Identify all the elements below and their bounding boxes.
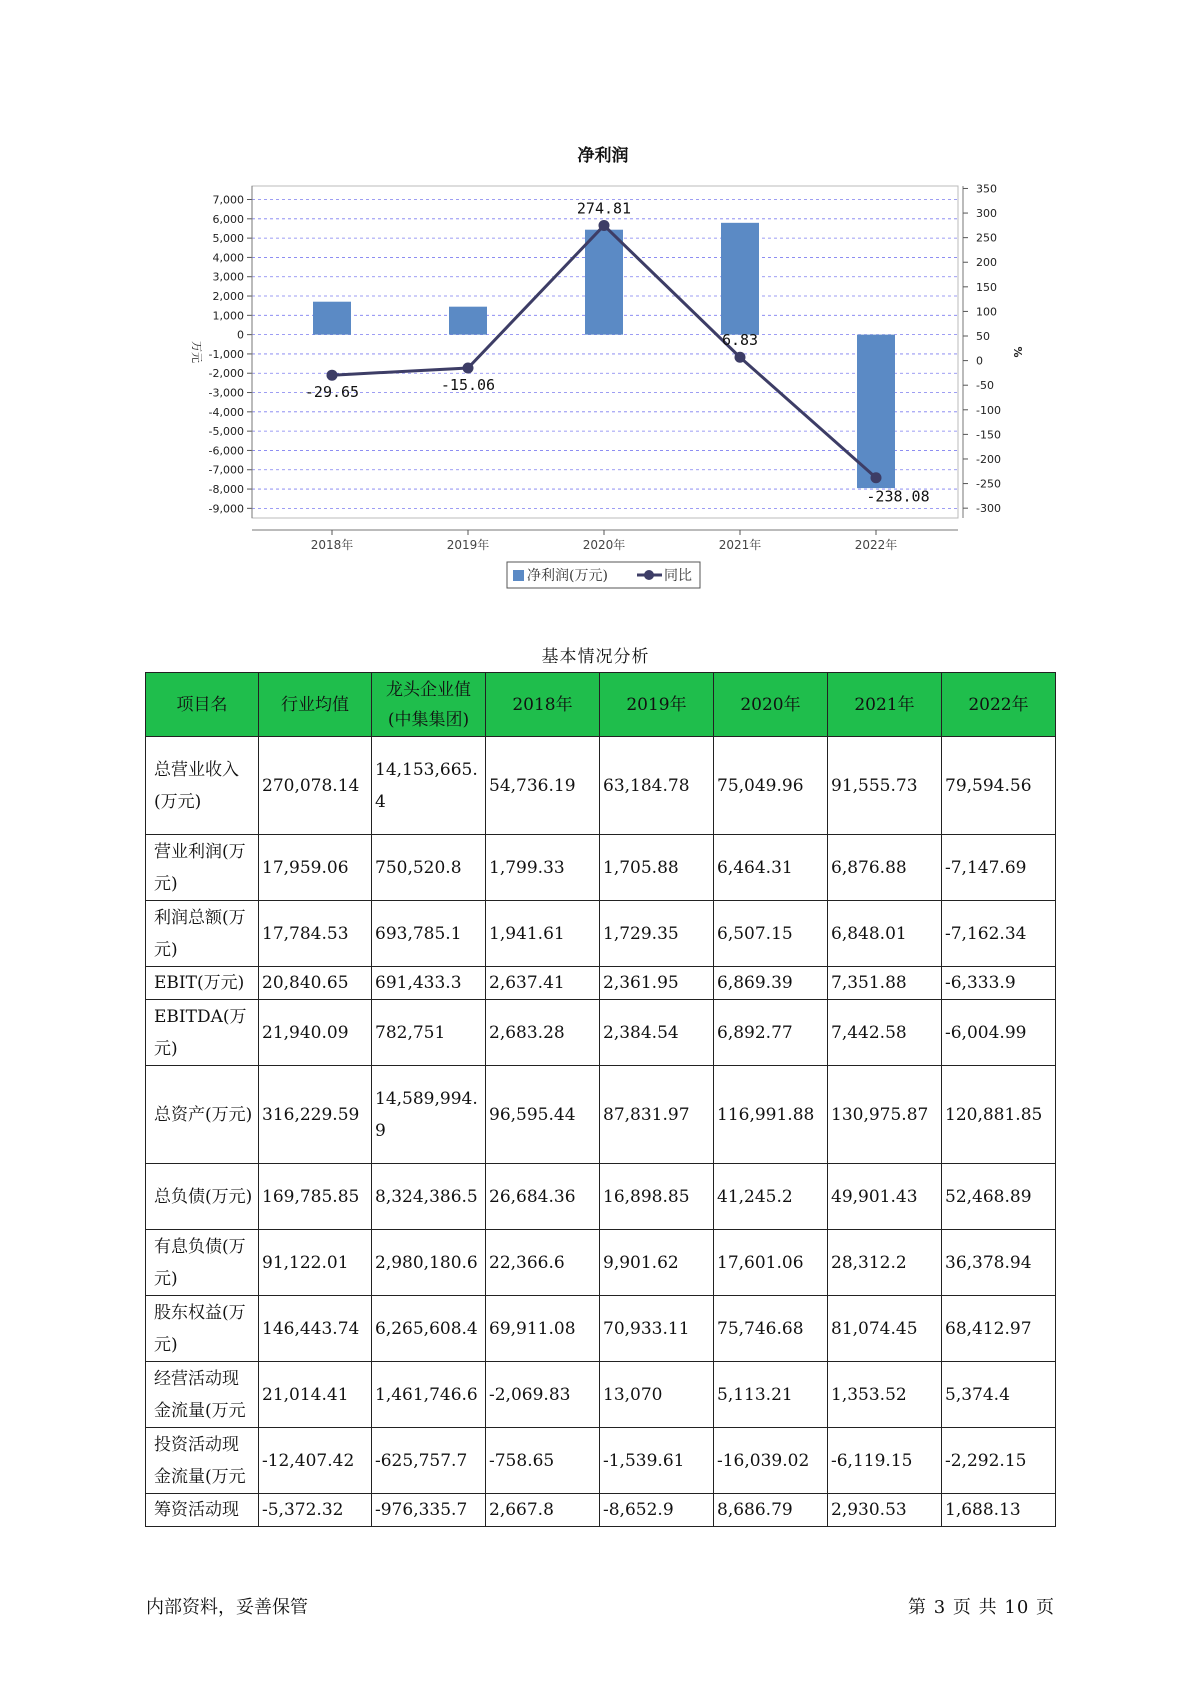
footer-page-number: 第 3 页 共 10 页 [908,1597,1055,1618]
table-cell: 6,876.88 [828,835,942,901]
table-cell: 16,898.85 [600,1164,714,1230]
row-label: 总营业收入(万元) [146,737,259,835]
row-label: EBIT(万元) [146,967,259,1000]
table-cell: -6,119.15 [828,1428,942,1494]
chart-title: 净利润 [577,146,629,166]
table-body [146,737,1056,1527]
table-row [146,1362,1056,1428]
header-2019: 2019年 [600,673,714,737]
table-cell: 2,980,180.6 [372,1230,486,1296]
table-cell: 1,688.13 [942,1494,1056,1527]
y-tick-label: 1,000 [212,309,244,323]
basic-analysis-table-container [145,672,1055,1527]
y2-tick-label: 200 [976,256,997,270]
table-cell: 691,433.3 [372,967,486,1000]
table-cell: 14,153,665.4 [372,737,486,835]
legend-line-label: 同比 [664,568,692,584]
y2-tick-label: 150 [976,280,997,294]
bar [449,307,487,335]
row-label: 营业利润(万元) [146,835,259,901]
line-point [735,352,746,363]
y-tick-label: 5,000 [212,232,244,246]
table-row [146,737,1056,835]
table-cell: -625,757.7 [372,1428,486,1494]
table-cell: -16,039.02 [714,1428,828,1494]
table-cell: 6,265,608.4 [372,1296,486,1362]
y-tick-label: 3,000 [212,270,244,284]
table-cell: -5,372.32 [259,1494,372,1527]
y2-tick-label: -250 [976,477,1001,491]
y2-tick-label: 50 [976,330,990,344]
y2-axis-label: % [1011,346,1024,358]
chart-svg [0,0,1191,600]
table-header-row [146,673,1056,737]
table-cell: 130,975.87 [828,1066,942,1164]
table-row [146,835,1056,901]
table-cell: 7,351.88 [828,967,942,1000]
table-cell: -12,407.42 [259,1428,372,1494]
row-label: 经营活动现金流量(万元 [146,1362,259,1428]
table-row [146,1494,1056,1527]
header-2021: 2021年 [828,673,942,737]
x-tick-label: 2018年 [310,538,354,552]
y-tick-label: 7,000 [212,193,244,207]
table-cell: 116,991.88 [714,1066,828,1164]
y-tick-label: -4,000 [208,405,244,419]
table-cell: 1,353.52 [828,1362,942,1428]
y-axis-label: 万元 [190,341,203,363]
table-row [146,1000,1056,1066]
y-tick-label: -3,000 [208,386,244,400]
row-label: 总负债(万元) [146,1164,259,1230]
y2-tick-label: -200 [976,452,1001,466]
y-tick-label: -2,000 [208,367,244,381]
table-cell: 1,461,746.6 [372,1362,486,1428]
table-cell: 1,729.35 [600,901,714,967]
row-label: 股东权益(万元) [146,1296,259,1362]
table-cell: 96,595.44 [486,1066,600,1164]
row-label: 有息负债(万元) [146,1230,259,1296]
data-label: 274.81 [576,199,632,218]
y-tick-label: 0 [237,328,244,342]
table-row [146,967,1056,1000]
table-cell: 2,683.28 [486,1000,600,1066]
y2-tick-label: 250 [976,231,997,245]
basic-analysis-table [145,672,1056,1527]
header-industry-avg: 行业均值 [259,673,372,737]
table-cell: 17,601.06 [714,1230,828,1296]
table-cell: 6,869.39 [714,967,828,1000]
table-cell: -6,333.9 [942,967,1056,1000]
y2-tick-label: 350 [976,182,997,196]
header-2022: 2022年 [942,673,1056,737]
y-tick-label: 6,000 [212,212,244,226]
table-cell: 2,361.95 [600,967,714,1000]
header-2020: 2020年 [714,673,828,737]
table-cell: -976,335.7 [372,1494,486,1527]
table-cell: 17,959.06 [259,835,372,901]
y2-tick-label: -50 [976,379,994,393]
table-cell: 146,443.74 [259,1296,372,1362]
header-2018: 2018年 [486,673,600,737]
footer-confidential: 内部资料，妥善保管 [146,1597,308,1618]
y2-tick-label: -150 [976,428,1001,442]
row-label: EBITDA(万元) [146,1000,259,1066]
y2-tick-label: -300 [976,502,1001,516]
x-tick-label: 2019年 [446,538,490,552]
table-cell: 69,911.08 [486,1296,600,1362]
table-cell: 2,667.8 [486,1494,600,1527]
table-row [146,1296,1056,1362]
table-cell: -1,539.61 [600,1428,714,1494]
data-label: -238.08 [866,487,930,506]
net-profit-chart [0,0,1191,600]
y-tick-label: 2,000 [212,290,244,304]
y-tick-label: -6,000 [208,444,244,458]
y-tick-label: -8,000 [208,483,244,497]
table-cell: 1,941.61 [486,901,600,967]
y2-tick-label: 100 [976,305,997,319]
line-point [327,370,338,381]
table-row [146,1428,1056,1494]
header-item-name: 项目名 [146,673,259,737]
table-cell: 316,229.59 [259,1066,372,1164]
table-cell: -7,162.34 [942,901,1056,967]
table-cell: 75,049.96 [714,737,828,835]
bar [313,302,351,335]
table-cell: 2,384.54 [600,1000,714,1066]
table-cell: -758.65 [486,1428,600,1494]
table-cell: 14,589,994.9 [372,1066,486,1164]
table-cell: 5,113.21 [714,1362,828,1428]
table-cell: 5,374.4 [942,1362,1056,1428]
table-cell: 6,848.01 [828,901,942,967]
y2-tick-label: 300 [976,207,997,221]
table-cell: 63,184.78 [600,737,714,835]
table-cell: 21,940.09 [259,1000,372,1066]
table-cell: 36,378.94 [942,1230,1056,1296]
x-tick-label: 2021年 [718,538,762,552]
y-tick-label: -5,000 [208,425,244,439]
table-row [146,901,1056,967]
bar [721,223,759,335]
table-cell: 8,324,386.5 [372,1164,486,1230]
table-cell: -2,292.15 [942,1428,1056,1494]
table-cell: 9,901.62 [600,1230,714,1296]
table-cell: 91,555.73 [828,737,942,835]
row-label: 总资产(万元) [146,1066,259,1164]
table-cell: 41,245.2 [714,1164,828,1230]
header-leader-value: 龙头企业值(中集集团) [372,673,486,737]
table-cell: 52,468.89 [942,1164,1056,1230]
table-cell: 1,705.88 [600,835,714,901]
line-point [871,472,882,483]
row-label: 利润总额(万元) [146,901,259,967]
row-label: 筹资活动现 [146,1494,259,1527]
data-label: -29.65 [304,383,360,402]
y2-tick-label: 0 [976,354,983,368]
table-cell: 68,412.97 [942,1296,1056,1362]
y-tick-label: -1,000 [208,347,244,361]
table-cell: 49,901.43 [828,1164,942,1230]
table-cell: 782,751 [372,1000,486,1066]
table-cell: 87,831.97 [600,1066,714,1164]
table-cell: 54,736.19 [486,737,600,835]
table-cell: 17,784.53 [259,901,372,967]
legend-bar-label: 净利润(万元) [527,568,608,584]
table-cell: 1,799.33 [486,835,600,901]
table-cell: 2,637.41 [486,967,600,1000]
table-cell: 2,930.53 [828,1494,942,1527]
table-cell: 6,464.31 [714,835,828,901]
table-cell: -7,147.69 [942,835,1056,901]
table-cell: 91,122.01 [259,1230,372,1296]
table-cell: 70,933.11 [600,1296,714,1362]
table-cell: 28,312.2 [828,1230,942,1296]
table-cell: 22,366.6 [486,1230,600,1296]
table-cell: 81,074.45 [828,1296,942,1362]
line-point [599,220,610,231]
table-cell: -8,652.9 [600,1494,714,1527]
table-caption: 基本情况分析 [541,647,650,667]
table-cell: 120,881.85 [942,1066,1056,1164]
table-cell: 7,442.58 [828,1000,942,1066]
y-tick-label: 4,000 [212,251,244,265]
table-cell: 8,686.79 [714,1494,828,1527]
y-tick-label: -9,000 [208,502,244,516]
table-row [146,1066,1056,1164]
table-cell: 75,746.68 [714,1296,828,1362]
table-cell: -2,069.83 [486,1362,600,1428]
table-cell: 6,892.77 [714,1000,828,1066]
x-tick-label: 2020年 [582,538,626,552]
table-cell: 750,520.8 [372,835,486,901]
table-cell: 79,594.56 [942,737,1056,835]
data-label: -15.06 [440,376,496,395]
table-cell: 6,507.15 [714,901,828,967]
legend-line-marker [644,570,654,580]
table-cell: 21,014.41 [259,1362,372,1428]
table-cell: 26,684.36 [486,1164,600,1230]
line-point [463,363,474,374]
table-cell: 13,070 [600,1362,714,1428]
row-label: 投资活动现金流量(万元 [146,1428,259,1494]
y2-tick-label: -100 [976,403,1001,417]
legend-bar-swatch [513,570,524,581]
table-row [146,1230,1056,1296]
y-tick-label: -7,000 [208,463,244,477]
data-label: 6.83 [721,331,759,350]
table-cell: -6,004.99 [942,1000,1056,1066]
table-row [146,1164,1056,1230]
table-cell: 20,840.65 [259,967,372,1000]
table-cell: 693,785.1 [372,901,486,967]
bar [585,230,623,335]
table-cell: 270,078.14 [259,737,372,835]
table-cell: 169,785.85 [259,1164,372,1230]
x-tick-label: 2022年 [854,538,898,552]
